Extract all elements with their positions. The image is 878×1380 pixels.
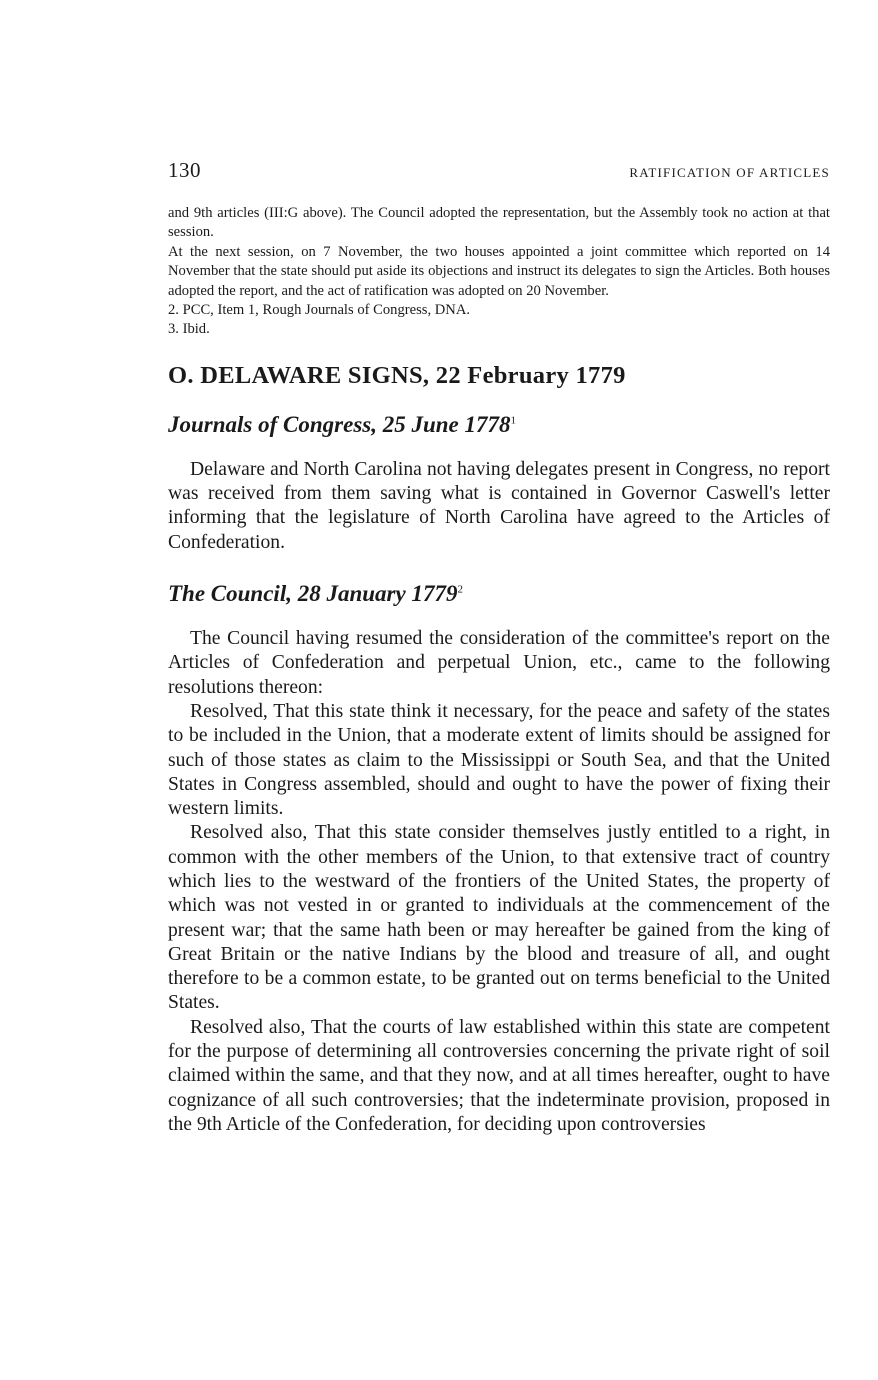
section-heading: O. DELAWARE SIGNS, 22 February 1779 <box>168 361 626 389</box>
document-page <box>168 158 830 1137</box>
note-continuation: and 9th articles (III:G above). The Council adopted the representation, but the Assembly took no action at that session. <box>168 205 830 241</box>
council-heading <box>168 581 830 607</box>
council-paragraph: Resolved also, That this state consider themselves justly entitled to a right, in common with the other members of the Union, to that extensive tract of country which lies to the westward of the frontiers of the United States, the property of which was not vested in or granted to individuals at the commencement of the present war; that the same hath been or may hereafter be gained from the king of Great Britain or the native Indians by the blood and treasure of all, and ought therefore to be a common estate, to be granted out on terms beneficial to the United States. <box>168 822 830 1014</box>
note-2: 2. PCC, Item 1, Rough Journals of Congress, DNA. <box>168 302 471 319</box>
council-note-marker: 2 <box>457 583 463 596</box>
council-paragraph: Resolved, That this state think it necessary, for the peace and safety of the states to be included in the Union, that a moderate extent of limits should be assigned for such of those states as claim to the Mississippi or South Sea, and that the United States in Congress assembled, should and ought to have the power of fixing their western limits. <box>168 700 830 820</box>
journals-note-marker: 1 <box>510 414 517 427</box>
page-number: 130 <box>168 158 201 182</box>
note-paragraph: At the next session, on 7 November, the two houses appointed a joint committee which reported on 14 November that the state should put aside its objections and instruct its delegates to sign the Articles. Both houses adopted the report, and the act of ratification was adopted on 20 November. <box>168 243 830 299</box>
council-paragraph: Resolved also, That the courts of law established within this state are competent for the purpose of determining all controversies concerning the private right of soil claimed within the same, and that they now, and at all times hereafter, ought to have cognizance of all such controversies; that the indeterminate provision, proposed in the 9th Article of the Confederation, for deciding upon controversies <box>168 1016 830 1135</box>
journals-body <box>168 458 830 555</box>
journals-paragraph: Delaware and North Carolina not having delegates present in Congress, no report was received from them saving what is contained in Governor Caswell's letter informing that the legislature of North Carolina have agreed to the Articles of Confederation. <box>168 458 830 553</box>
running-head <box>168 158 830 188</box>
running-title: RATIFICATION OF ARTICLES <box>629 165 830 180</box>
council-heading-text: The Council, 28 January 1779 <box>168 581 458 607</box>
council-paragraph: The Council having resumed the consideration of the committee's report on the Articles of Confederation and perpetual Union, etc., came to the following resolutions thereon: <box>168 628 830 698</box>
footnotes-continued <box>168 204 830 340</box>
council-body <box>168 627 830 1137</box>
journals-heading <box>168 412 830 438</box>
journals-heading-text: Journals of Congress, 25 June 1778 <box>168 411 511 437</box>
note-3: 3. Ibid. <box>168 321 210 338</box>
